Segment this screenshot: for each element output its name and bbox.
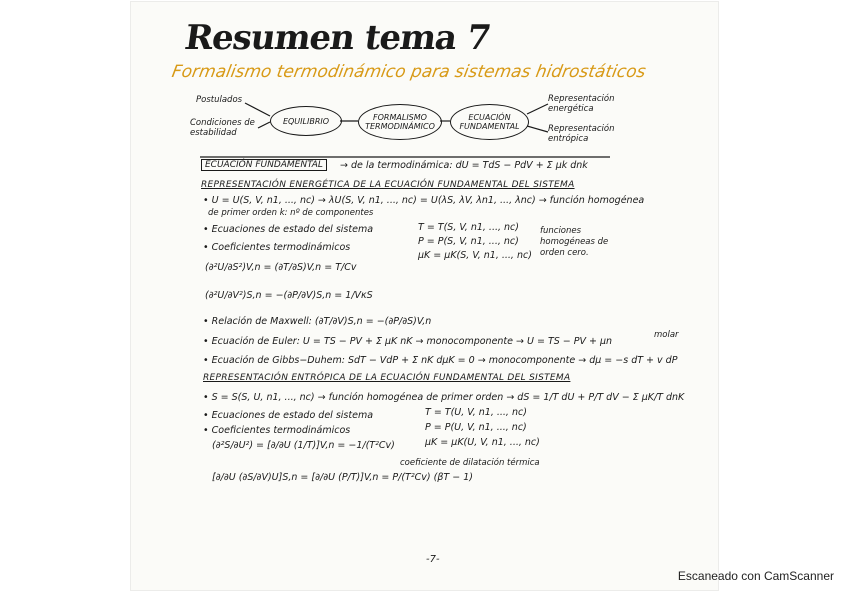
scanner-watermark: Escaneado con CamScanner: [677, 569, 834, 583]
page-subtitle: Formalismo termodinámico para sistemas hidrostáticos: [170, 62, 648, 82]
heading-representacion-entropica: REPRESENTACIÓN ENTRÓPICA DE LA ECUACIÓN FUNDAMENTAL DEL SISTEMA: [203, 373, 571, 383]
energetica-line-1: • U = U(S, V, n1, ..., nc) → λU(S, V, n1, ..., nc) = U(λS, λV, λn1, ..., λnc) → función homogénea: [203, 195, 645, 206]
entropica-eq-p: P = P(U, V, n1, ..., nc): [425, 422, 527, 433]
entropica-note: coeficiente de dilatación térmica: [400, 458, 540, 468]
page-number: -7-: [426, 554, 440, 565]
energetica-eq-p: P = P(S, V, n1, ..., nc): [418, 236, 519, 247]
energetica-gibbs-duhem: • Ecuación de Gibbs−Duhem: SdT − VdP + Σ nK dμK = 0 → monocomponente → dμ = −s dT + v dP: [203, 355, 678, 366]
entropica-eq-mu: μK = μK(U, V, n1, ..., nc): [425, 437, 540, 448]
energetica-coef-1: (∂²U/∂S²)V,n = (∂T/∂S)V,n = T/Cv: [205, 262, 357, 273]
diagram-condiciones: Condiciones de estabilidad: [190, 118, 255, 138]
heading-representacion-energetica: REPRESENTACIÓN ENERGÉTICA DE LA ECUACIÓN FUNDAMENTAL DEL SISTEMA: [201, 180, 575, 190]
entropica-coeficientes: • Coeficientes termodinámicos: [203, 425, 351, 436]
energetica-euler: • Ecuación de Euler: U = TS − PV + Σ μK nK → monocomponente → U = TS − PV + μn: [203, 336, 613, 347]
energetica-eq-note: funciones homogéneas de orden cero.: [540, 226, 609, 258]
oval-equilibrio: EQUILIBRIO: [270, 106, 342, 136]
entropica-estado: • Ecuaciones de estado del sistema: [203, 410, 374, 421]
diagram-rep-energetica: Representación energética: [548, 94, 615, 114]
diagram-rep-entropica: Representación entrópica: [548, 124, 615, 144]
entropica-line-1: • S = S(S, U, n1, ..., nc) → función homogénea de primer orden → dS = 1/T dU + P/T dV − Σ μK/T dnK: [203, 392, 685, 403]
entropica-coef-2: [∂/∂U (∂S/∂V)U]S,n = [∂/∂U (P/T)]V,n = P/(T²Cv) (βT − 1): [212, 472, 473, 483]
energetica-line-2: de primer orden k: nº de componentes: [208, 208, 374, 218]
energetica-eq-mu: μK = μK(S, V, n1, ..., nc): [418, 250, 532, 261]
oval-ecuacion-fundamental: ECUACIÓN FUNDAMENTAL: [450, 104, 529, 140]
entropica-coef-1: (∂²S/∂U²) = [∂/∂U (1/T)]V,n = −1/(T²Cv): [212, 440, 395, 451]
energetica-estado: • Ecuaciones de estado del sistema: [203, 224, 374, 235]
ecuacion-fundamental-line: → de la termodinámica: dU = TdS − PdV + Σ μk dnk: [340, 160, 588, 171]
page-title: Resumen tema 7: [182, 18, 493, 58]
energetica-coef-2: (∂²U/∂V²)S,n = −(∂P/∂V)S,n = 1/VκS: [205, 290, 373, 301]
energetica-eq-t: T = T(S, V, n1, ..., nc): [418, 222, 519, 233]
box-ecuacion-fundamental: ECUACIÓN FUNDAMENTAL: [201, 159, 327, 171]
diagram-postulados: Postulados: [196, 95, 243, 105]
oval-formalismo: FORMALISMO TERMODINÁMICO: [358, 104, 442, 140]
energetica-coeficientes: • Coeficientes termodinámicos: [203, 242, 351, 253]
entropica-eq-t: T = T(U, V, n1, ..., nc): [425, 407, 527, 418]
energetica-maxwell: • Relación de Maxwell: (∂T/∂V)S,n = −(∂P/∂S)V,n: [203, 316, 432, 327]
energetica-molar: molar: [654, 330, 679, 340]
